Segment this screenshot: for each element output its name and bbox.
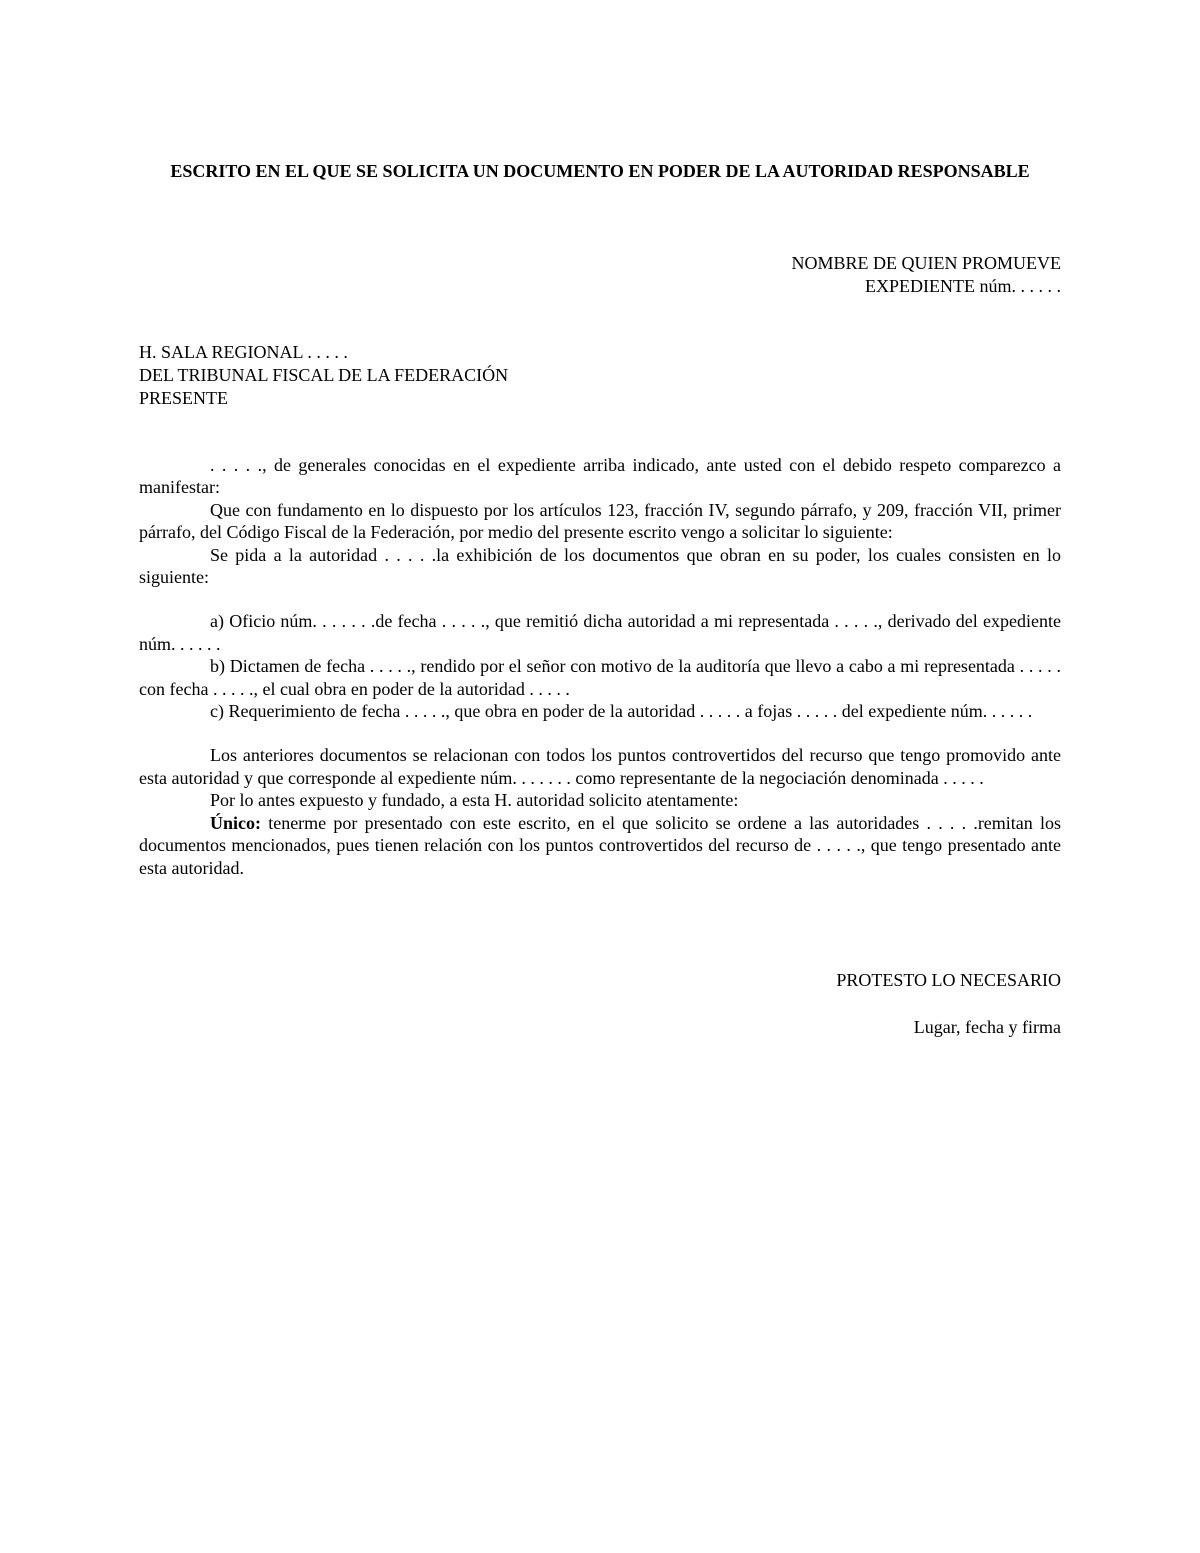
promovente-name: NOMBRE DE QUIEN PROMUEVE	[791, 253, 1061, 273]
header-right-block	[600, 252, 1061, 298]
closing-block	[600, 969, 1061, 1039]
list-item-oficio: a) Oficio núm. . . . . . .de fecha . . . . ., que remitió dicha autoridad a mi representada . . . . ., derivado del expediente núm. . . . . .	[139, 611, 1061, 654]
document-title: ESCRITO EN EL QUE SE SOLICITA UN DOCUMENTO EN PODER DE LA AUTORIDAD RESPONSABLE	[170, 161, 1030, 181]
paragraph-gap	[139, 588, 1061, 610]
paragraph-peticion: Por lo antes expuesto y fundado, a esta H. autoridad solicito atentamente:	[210, 790, 739, 811]
paragraph-relacion: Los anteriores documentos se relacionan con todos los puntos controvertidos del recurso que tengo promovido ante esta autoridad y que corresponde al expediente núm. . . . . . . como representante de la negociación denominada . . . . .	[139, 745, 1061, 788]
addressee-line-presente: PRESENTE	[139, 388, 229, 408]
list-item-dictamen: b) Dictamen de fecha . . . . ., rendido por el señor con motivo de la auditoría que llevo a cabo a mi representada . . . . . con fecha . . . . ., el cual obra en poder de la autoridad . . . . .	[139, 656, 1061, 699]
paragraph-solicitud: Se pida a la autoridad . . . . .la exhibición de los documentos que obran en su poder, los cuales consisten en lo siguiente:	[139, 544, 1061, 588]
addressee-block	[139, 341, 739, 410]
paragraph-gap	[139, 722, 1061, 744]
document-body	[139, 454, 1061, 879]
paragraph-comparecencia: . . . . ., de generales conocidas en el expediente arriba indicado, ante usted con el debido respeto comparezco a manifestar:	[139, 455, 1061, 498]
paragraph-unico	[139, 812, 1061, 879]
expediente-number: EXPEDIENTE núm. . . . . .	[865, 276, 1061, 296]
paragraph-fundamento: Que con fundamento en lo dispuesto por los artículos 123, fracción IV, segundo párrafo, y 209, fracción VII, primer párrafo, del Código Fiscal de la Federación, por medio del presente escrito vengo a solicitar lo siguiente:	[139, 499, 1061, 543]
unico-label: Único:	[210, 812, 261, 833]
addressee-line-sala: H. SALA REGIONAL . . . . .	[139, 342, 348, 362]
addressee-line-tribunal: DEL TRIBUNAL FISCAL DE LA FEDERACIÓN	[139, 365, 509, 385]
protesto-line: PROTESTO LO NECESARIO	[836, 970, 1061, 990]
unico-text: tenerme por presentado con este escrito, en el que solicito se ordene a las autoridades . . . . .remitan los documentos mencionados, pues tienen relación con los puntos controvertidos del recurso de . . . . ., que tengo presentado ante esta autoridad.	[139, 812, 1061, 878]
signature-line: Lugar, fecha y firma	[913, 1017, 1061, 1037]
list-item-requerimiento: c) Requerimiento de fecha . . . . ., que obra en poder de la autoridad . . . . . a fojas . . . . . del expediente núm. . . . . .	[210, 701, 1033, 722]
